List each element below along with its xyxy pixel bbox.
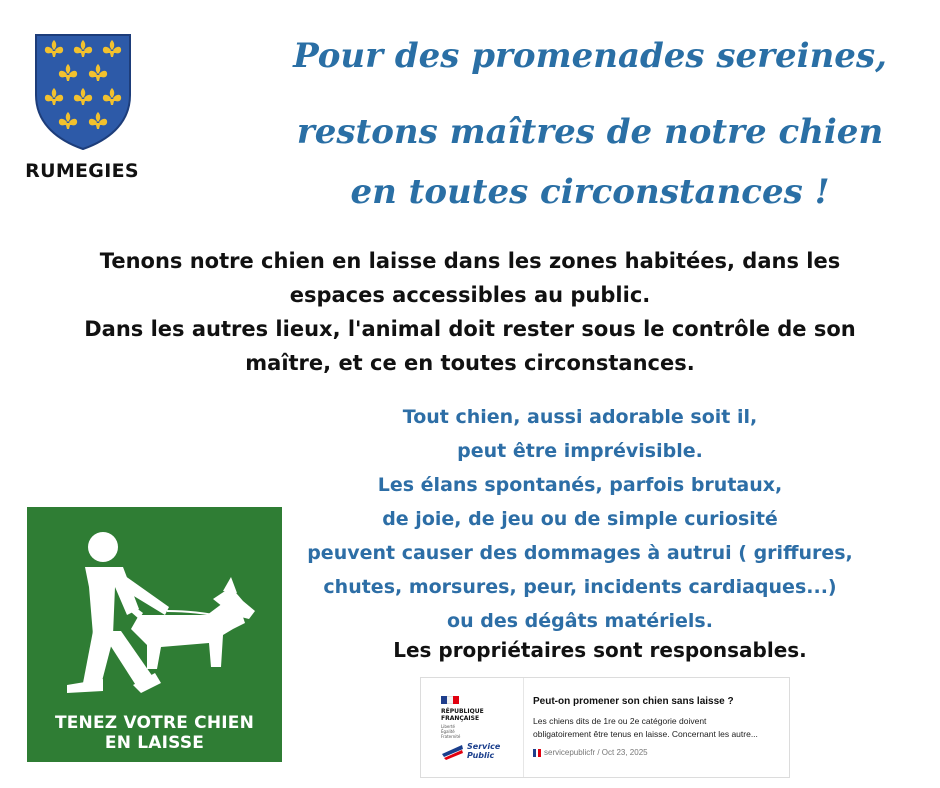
rf-motto-line-3: Fraternité [441,734,461,739]
service-public-link-card[interactable] [420,677,790,778]
control-rule-paragraph [0,312,940,380]
card-source [533,748,648,757]
sign-caption-line-2: EN LAISSE [104,733,205,753]
sp-label-line-2: Public [467,751,495,760]
rf-motto-line-2: Égalité [441,729,455,734]
sign-caption [27,713,282,753]
unpredictability-line-1: Tout chien, aussi adorable soit il, [402,406,758,428]
card-description [533,715,783,741]
unpredictability-line-2: peut être imprévisible. [457,440,703,462]
control-rule-line-1: Dans les autres lieux, l'animal doit rester sous le contrôle de son [84,317,856,341]
town-crest-icon [34,33,132,151]
card-description-line-1: Les chiens dits de 1re ou 2e catégorie doivent [533,716,707,726]
card-source-text: servicepublicfr / Oct 23, 2025 [544,748,648,757]
unpredictability-line-7: ou des dégâts matériels. [447,610,713,632]
service-public-swoosh-icon [441,742,465,760]
unpredictability-line-6: chutes, morsures, peur, incidents cardiaques...) [323,576,837,598]
unpredictability-line-3: Les élans spontanés, parfois brutaux, [377,474,783,496]
rf-motto-line-1: Liberté [441,724,456,729]
republique-francaise-logo [441,696,521,766]
service-public-label [467,742,500,760]
flag-red-stripe [453,696,459,704]
source-flag-icon [533,749,541,757]
republique-francaise-label [441,708,484,722]
headline-line-3: en toutes circonstances ! [350,172,830,212]
unpredictability-line-4: de joie, de jeu ou de simple curiosité [382,508,778,530]
headline-line-2: restons maîtres de notre chien [296,112,884,152]
town-name: RUMEGIES [25,160,139,182]
republique-motto [441,724,460,739]
leash-rule-line-1: Tenons notre chien en laisse dans les zones habitées, dans les [99,249,841,273]
unpredictability-paragraph [280,400,880,638]
card-title[interactable]: Peut-on promener son chien sans laisse ? [533,696,734,707]
sp-label-line-1: Service [467,742,501,751]
headline-line-1: Pour des promenades sereines, [293,36,887,76]
owners-responsible-line: Les propriétaires sont responsables. [393,638,807,662]
service-public-logo [441,742,521,762]
unpredictability-line-5: peuvent causer des dommages à autrui ( griffures, [307,542,853,564]
control-rule-line-2: maître, et ce en toutes circonstances. [245,351,695,375]
card-divider [523,678,524,777]
rf-label-line-2: FRANÇAISE [441,715,480,722]
leash-sign [27,507,282,762]
rf-label-line-1: RÉPUBLIQUE [441,708,484,715]
sign-caption-line-1: TENEZ VOTRE CHIEN [54,713,255,733]
card-description-line-2: obligatoirement être tenus en laisse. Concernant les autre... [533,729,758,739]
leash-rule-paragraph [0,244,940,312]
leash-rule-line-2: espaces accessibles au public. [289,283,651,307]
